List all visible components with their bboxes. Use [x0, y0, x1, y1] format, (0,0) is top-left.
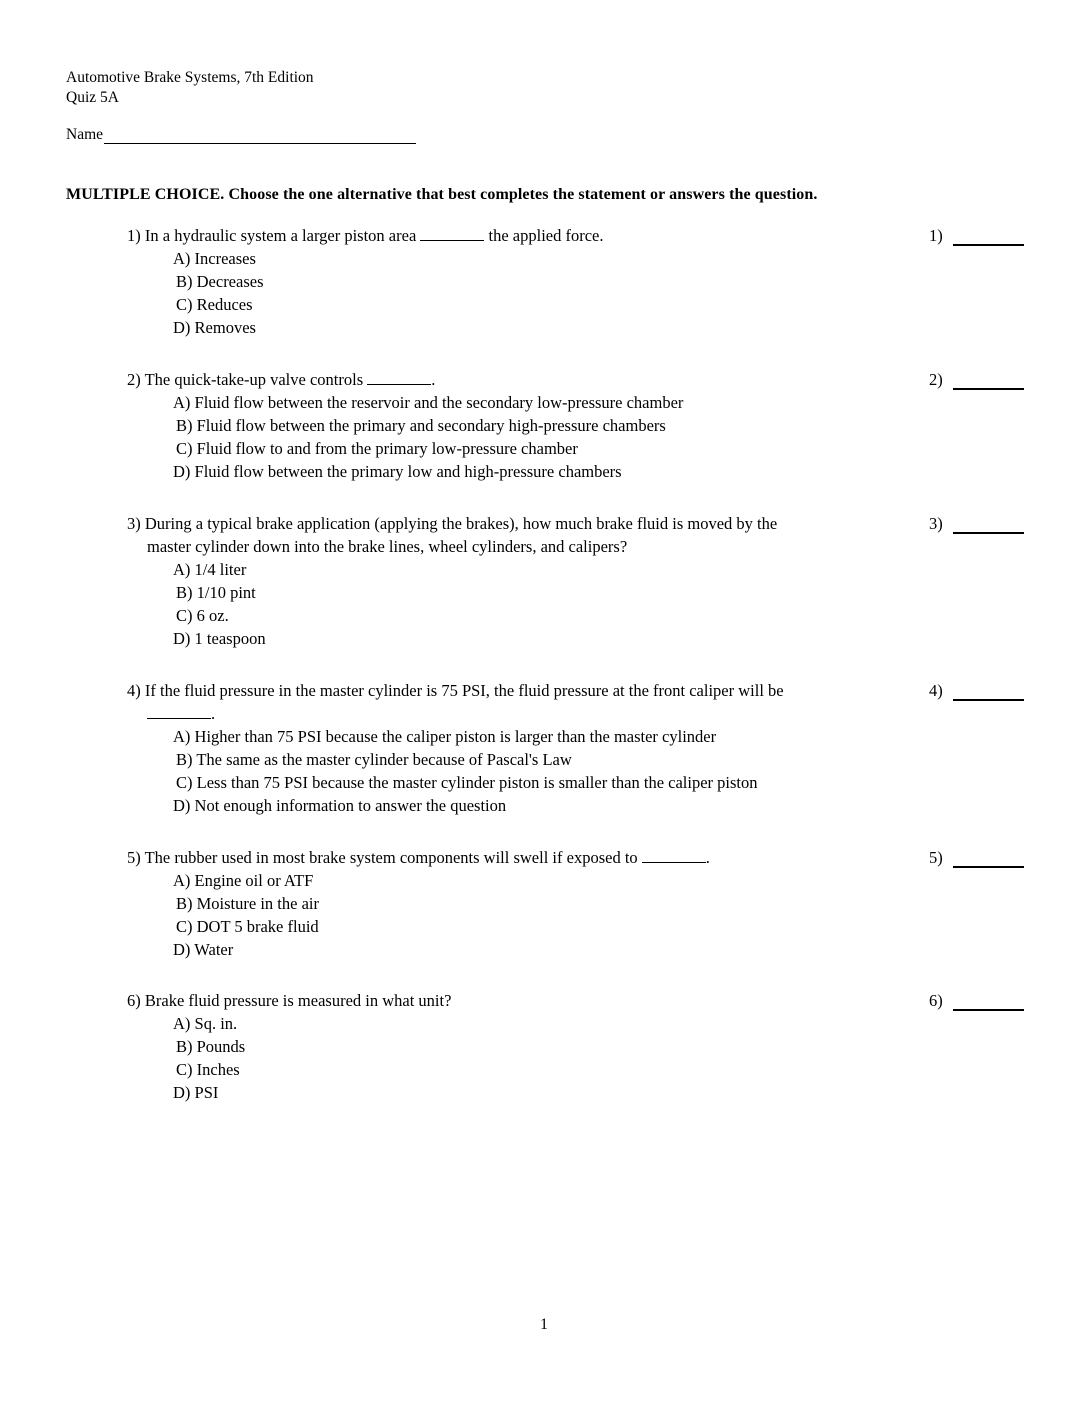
question-1 [127, 224, 927, 339]
name-field-row [66, 126, 416, 144]
name-field[interactable] [104, 127, 416, 144]
question-stem [127, 512, 927, 558]
choice-d: D) Removes [173, 318, 256, 337]
choice-b: B) Fluid flow between the primary and secondary high-pressure chambers [176, 416, 666, 435]
course-title: Automotive Brake Systems, 7th Edition [66, 69, 314, 86]
choice-a: A) 1/4 liter [173, 560, 247, 579]
fill-blank [147, 703, 211, 719]
question-5 [127, 846, 927, 961]
question-stem [127, 989, 927, 1012]
choice-d: D) Water [173, 940, 234, 959]
choice-b: B) Decreases [176, 272, 264, 291]
question-number: 2) [127, 370, 141, 389]
choice-c: C) DOT 5 brake fluid [176, 917, 319, 936]
question-number: 3) [127, 514, 141, 533]
answer-label: 6) [929, 991, 943, 1010]
fill-blank [420, 225, 484, 241]
answer-line[interactable] [953, 373, 1024, 390]
stem-text: The rubber used in most brake system components will swell if exposed to [144, 848, 638, 867]
question-4 [127, 679, 927, 817]
answer-line[interactable] [953, 851, 1024, 868]
question-3 [127, 512, 927, 650]
choice-d: D) PSI [173, 1083, 219, 1102]
question-6 [127, 989, 927, 1104]
choice-a: A) Fluid flow between the reservoir and the secondary low-pressure chamber [173, 393, 684, 412]
choice-c: C) Inches [176, 1060, 240, 1079]
choice-a: A) Engine oil or ATF [173, 871, 314, 890]
stem-text: In a hydraulic system a larger piston area [144, 226, 417, 245]
choice-b: B) Moisture in the air [176, 894, 319, 913]
answer-slot-5[interactable] [929, 848, 1024, 868]
choice-b: B) 1/10 pint [176, 583, 256, 602]
choice-c: C) Less than 75 PSI because the master cylinder piston is smaller than the caliper piston [176, 773, 758, 792]
choice-c: C) 6 oz. [176, 606, 229, 625]
answer-slot-3[interactable] [929, 514, 1024, 534]
answer-slot-1[interactable] [929, 226, 1024, 246]
question-stem [127, 679, 927, 725]
stem-text: . [211, 704, 216, 723]
choice-d: D) Not enough information to answer the question [173, 796, 507, 815]
stem-text: master cylinder down into the brake lines, wheel cylinders, and calipers? [147, 537, 628, 556]
answer-line[interactable] [953, 229, 1024, 246]
stem-text: The quick-take-up valve controls [144, 370, 364, 389]
document-header [66, 68, 314, 108]
answer-slot-4[interactable] [929, 681, 1024, 701]
choice-a: A) Increases [173, 249, 256, 268]
question-stem [127, 846, 927, 869]
question-2 [127, 368, 927, 483]
answer-slot-2[interactable] [929, 370, 1024, 390]
question-number: 4) [127, 681, 141, 700]
stem-text: the applied force. [488, 226, 604, 245]
answer-label: 5) [929, 848, 943, 867]
stem-text: . [431, 370, 436, 389]
answer-line[interactable] [953, 684, 1024, 701]
fill-blank [367, 369, 431, 385]
choice-b: B) The same as the master cylinder because of Pascal's Law [176, 750, 572, 769]
answer-line[interactable] [953, 517, 1024, 534]
answer-slot-6[interactable] [929, 991, 1024, 1011]
choice-c: C) Fluid flow to and from the primary low-pressure chamber [176, 439, 578, 458]
quiz-title: Quiz 5A [66, 89, 119, 106]
stem-text: . [705, 848, 710, 867]
question-number: 6) [127, 991, 141, 1010]
question-number: 1) [127, 226, 141, 245]
answer-line[interactable] [953, 994, 1024, 1011]
choice-d: D) 1 teaspoon [173, 629, 266, 648]
question-stem [127, 224, 927, 247]
name-label: Name [66, 126, 104, 143]
question-number: 5) [127, 848, 141, 867]
choice-d: D) Fluid flow between the primary low and high-pressure chambers [173, 462, 622, 481]
choice-a: A) Higher than 75 PSI because the caliper piston is larger than the master cylinder [173, 727, 717, 746]
answer-label: 4) [929, 681, 943, 700]
choice-c: C) Reduces [176, 295, 253, 314]
stem-text: If the fluid pressure in the master cylinder is 75 PSI, the fluid pressure at the front caliper will be [144, 681, 784, 700]
choice-b: B) Pounds [176, 1037, 246, 1056]
fill-blank [642, 847, 706, 863]
stem-text: Brake fluid pressure is measured in what unit? [144, 991, 452, 1010]
question-stem [127, 368, 927, 391]
stem-text: During a typical brake application (applying the brakes), how much brake fluid is moved by the [144, 514, 778, 533]
choice-a: A) Sq. in. [173, 1014, 238, 1033]
instructions: MULTIPLE CHOICE. Choose the one alternative that best completes the statement or answers the question. [66, 186, 818, 203]
answer-label: 2) [929, 370, 943, 389]
answer-label: 3) [929, 514, 943, 533]
answer-label: 1) [929, 226, 943, 245]
page-number: 1 [540, 1316, 548, 1333]
